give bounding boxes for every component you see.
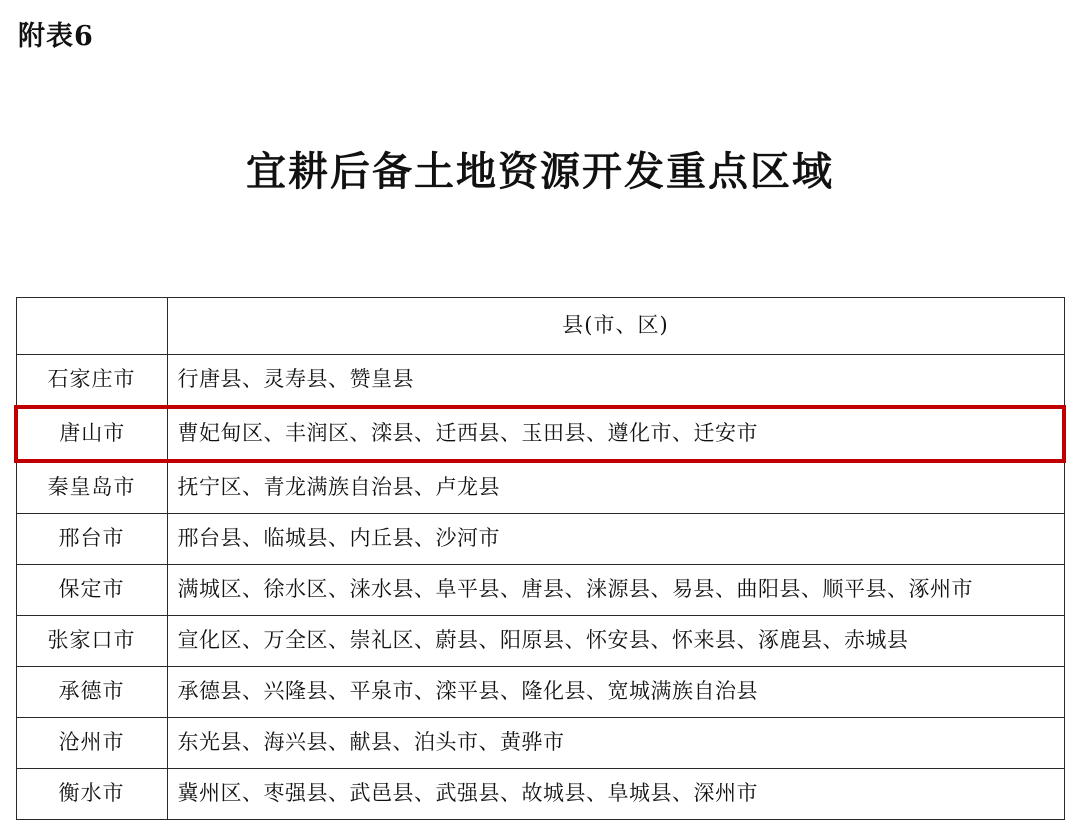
cell-counties: 东光县、海兴县、献县、泊头市、黄骅市 — [167, 718, 1064, 769]
cell-city: 邢台市 — [16, 514, 167, 565]
table-row — [16, 514, 1064, 565]
cell-counties: 行唐县、灵寿县、赞皇县 — [167, 355, 1064, 408]
cell-city: 张家口市 — [16, 616, 167, 667]
table-row — [16, 565, 1064, 616]
cell-counties: 满城区、徐水区、涞水县、阜平县、唐县、涞源县、易县、曲阳县、顺平县、涿州市 — [167, 565, 1064, 616]
table-row — [16, 769, 1064, 820]
cell-counties: 抚宁区、青龙满族自治县、卢龙县 — [167, 461, 1064, 514]
table-row — [16, 718, 1064, 769]
resource-table — [14, 297, 1066, 820]
cell-counties: 曹妃甸区、丰润区、滦县、迁西县、玉田县、遵化市、迁安市 — [167, 407, 1064, 461]
cell-city: 秦皇岛市 — [16, 461, 167, 514]
page-title: 宜耕后备土地资源开发重点区域 — [246, 148, 834, 195]
table-row-highlighted — [16, 407, 1064, 461]
table-header-row — [16, 298, 1064, 355]
cell-city: 衡水市 — [16, 769, 167, 820]
cell-counties: 冀州区、枣强县、武邑县、武强县、故城县、阜城县、深州市 — [167, 769, 1064, 820]
cell-counties: 邢台县、临城县、内丘县、沙河市 — [167, 514, 1064, 565]
header-cell-counties: 县(市、区) — [167, 298, 1064, 355]
cell-city: 保定市 — [16, 565, 167, 616]
cell-city: 沧州市 — [16, 718, 167, 769]
cell-city: 石家庄市 — [16, 355, 167, 408]
cell-city: 承德市 — [16, 667, 167, 718]
header-cell-blank — [16, 298, 167, 355]
table-row — [16, 461, 1064, 514]
cell-counties: 承德县、兴隆县、平泉市、滦平县、隆化县、宽城满族自治县 — [167, 667, 1064, 718]
table-body — [16, 298, 1064, 820]
table-row — [16, 355, 1064, 408]
table-row — [16, 667, 1064, 718]
cell-counties: 宣化区、万全区、崇礼区、蔚县、阳原县、怀安县、怀来县、涿鹿县、赤城县 — [167, 616, 1064, 667]
table-row — [16, 616, 1064, 667]
attachment-label: 附表6 — [18, 21, 94, 52]
table-container — [14, 297, 1066, 820]
cell-city: 唐山市 — [16, 407, 167, 461]
